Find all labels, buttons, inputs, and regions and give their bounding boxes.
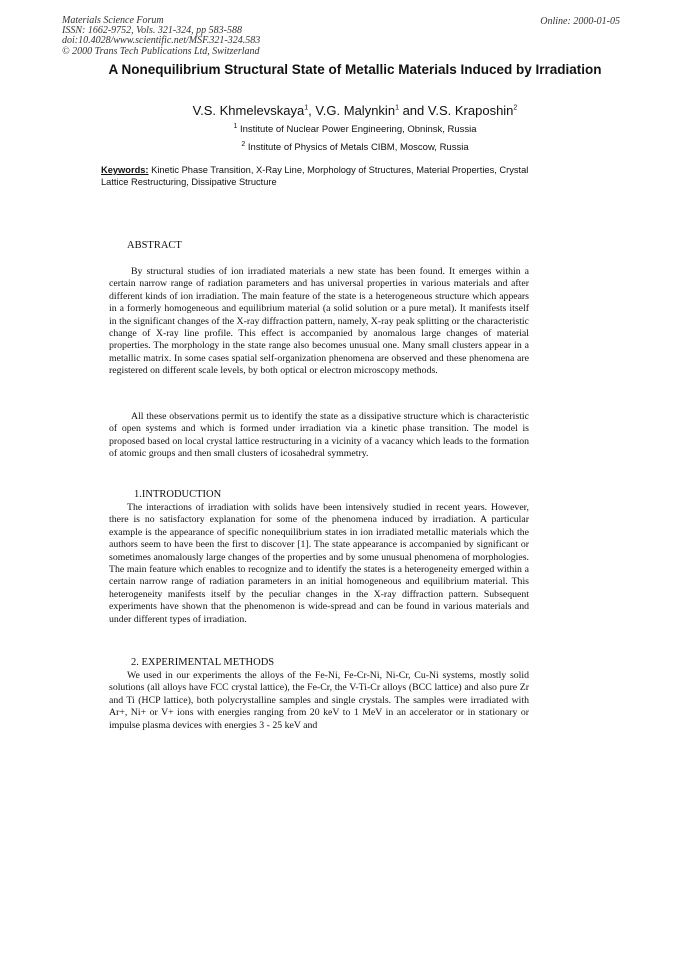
- abstract-heading: ABSTRACT: [127, 240, 182, 251]
- author-affiliation-mark: 1: [395, 104, 399, 112]
- author-affiliation-mark: 2: [513, 104, 518, 112]
- author-name: V.S. Kraposhin: [427, 103, 514, 118]
- online-date: Online: 2000-01-05: [540, 16, 620, 27]
- affiliation-mark: 2: [241, 140, 246, 148]
- author-separator: ,: [308, 103, 316, 118]
- affiliation-text: Institute of Nuclear Power Engineering, Obninsk, Russia: [239, 124, 477, 135]
- author-list: [95, 103, 615, 118]
- affiliation-mark: 1: [233, 122, 238, 130]
- paper-title: A Nonequilibrium Structural State of Metallic Materials Induced by Irradiation: [108, 62, 602, 77]
- affiliation: [95, 124, 615, 135]
- keywords-label: Keywords:: [101, 165, 149, 175]
- journal-header: [62, 16, 260, 57]
- introduction-heading: 1.INTRODUCTION: [134, 489, 222, 500]
- author-separator: and: [398, 103, 428, 118]
- journal-name: Materials Science Forum: [62, 15, 164, 26]
- keywords: [101, 164, 553, 188]
- abstract-paragraph: All these observations permit us to identify the state as a dissipative structure which is characteristic of open systems and which is formed under irradiation via a kinetic phase transition. The model is proposed based on local crystal lattice restructuring in a vicinity of a vacancy which leads to the formation of atomic groups and then small clusters of icosahedral symmetry.: [109, 411, 529, 460]
- keywords-text: Kinetic Phase Transition, X-Ray Line, Morphology of Structures, Material Properties, Crystal Lattice Restructuring, Dissipative Structure: [101, 165, 529, 187]
- issn-line: ISSN: 1662-9752, Vols. 321-324, pp 583-588: [62, 25, 242, 37]
- abstract-paragraph: By structural studies of ion irradiated materials a new state has been found. It emerges within a certain narrow range of radiation parameters and has universal properties in various materials and after different kinds of ion irradiation. The main feature of the state is a heterogeneous structure which appears in a formerly homogeneous and equilibrium material (a solid solution or a pure metal). It manifests itself in the significant changes of the X-ray diffraction pattern, namely, X-ray peak splitting or the characteristic change of X-ray line profile. This effect is accompanied by anomalous large changes of material properties. The morphology in the state range also becomes unusual one. Many small clusters appear in a metallic matrix. In some cases spatial self-organization phenomena are observed and these phenomena are registered on different scale levels, by both optical or electron microscopy methods.: [109, 266, 529, 377]
- affiliation-text: Institute of Physics of Metals CIBM, Moscow, Russia: [247, 142, 469, 153]
- author-name: V.G. Malynkin: [315, 103, 396, 118]
- copyright-line: © 2000 Trans Tech Publications Ltd, Switzerland: [62, 45, 260, 57]
- introduction-paragraph: The interactions of irradiation with solids have been intensively studied in recent years. However, there is no satisfactory explanation for some of the phenomena induced by irradiation. A particular example is the appearance of specific nonequilibrium states in ion irradiated metallic materials which the authors seem to have been the first to discover [1]. The state appearance is accompanied by significant or sometimes anomalously large changes of the properties and by some unusual phenomena of morphologies. The main feature which enables to recognize and to identify the states is a heterogeneity emerged within a certain narrow range of radiation parameters in an initial homogeneous and equilibrium material. This heterogeneity manifests itself by the peculiar changes in the X-ray diffraction pattern. Subsequent experiments have shown that the phenomenon is wide-spread and can be found in various materials and under different types of irradiation.: [109, 502, 529, 625]
- author-affiliation-mark: 1: [304, 104, 309, 112]
- experimental-heading: 2. EXPERIMENTAL METHODS: [131, 657, 275, 668]
- author-name: V.S. Khmelevskaya: [192, 103, 305, 118]
- doi-line: doi:10.4028/www.scientific.net/MSF.321-324.583: [62, 35, 261, 47]
- affiliation: [95, 142, 615, 153]
- experimental-paragraph: We used in our experiments the alloys of the Fe-Ni, Fe-Cr-Ni, Ni-Cr, Cu-Ni systems, mostly solid solutions (all alloys have FCC crystal lattice), the Fe-Cr, the V-Ti-Cr alloys (BCC lattice) and also pure Zr and Ti (HCP lattice), both polycrystalline samples and single crystals. The samples were irradiated with Ar+, Ni+ or V+ ions with energies ranging from 20 keV to 1 MeV in an accelerator or in stationary or impulse plasma devices with energies 3 - 25 keV and: [109, 670, 529, 731]
